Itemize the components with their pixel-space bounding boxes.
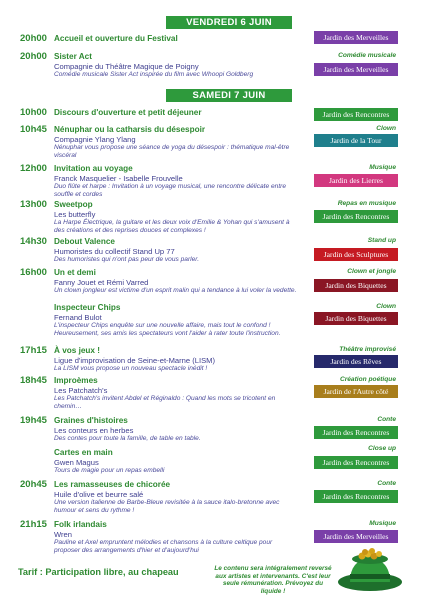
venue-badge: Jardin des Rencontres bbox=[314, 426, 398, 439]
event-time: 10h00 bbox=[20, 107, 47, 118]
event-time: 21h15 bbox=[20, 519, 47, 530]
day-header-friday: VENDREDI 6 JUIN bbox=[166, 16, 292, 29]
event-time: 17h15 bbox=[20, 345, 47, 356]
event-title: Inspecteur Chips bbox=[54, 303, 121, 312]
event-title: Debout Valence bbox=[54, 237, 115, 246]
event-genre: Conte bbox=[377, 480, 396, 487]
venue-badge: Jardin des Merveilles bbox=[314, 31, 398, 44]
event-genre: Clown et jongle bbox=[347, 268, 396, 275]
event-time: 20h00 bbox=[20, 33, 47, 44]
event-genre: Close up bbox=[368, 445, 396, 452]
venue-badge: Jardin des Rencontres bbox=[314, 456, 398, 469]
hat-icon bbox=[336, 548, 404, 598]
event-genre: Stand up bbox=[367, 237, 396, 244]
event-title: Un et demi bbox=[54, 268, 96, 277]
event-description: L'inspecteur Chips enquête sur une nouvelle affaire, mais tout le confond ! Heureusement, ses amis les spectateurs vont l'aider à rater toute l'instruction. bbox=[54, 322, 281, 337]
event-time: 20h00 bbox=[20, 51, 47, 62]
event-performer: Les Patchatch's bbox=[54, 386, 108, 395]
venue-badge: Jardin de l'Autre côté bbox=[314, 385, 398, 398]
event-performer: Wren bbox=[54, 530, 73, 539]
event-title: Les ramasseuses de chicorée bbox=[54, 480, 171, 489]
event-description: Tours de magie pour un repas embelli bbox=[54, 467, 165, 474]
event-description: Pauline et Axel empruntent mélodies et chansons à la culture celtique pour proposer des arrangements d'hier et d'aujourd'hui bbox=[54, 539, 273, 554]
event-performer: Humoristes du collectif Stand Up 77 bbox=[54, 247, 175, 256]
venue-badge: Jardin des Biquettes bbox=[314, 312, 398, 325]
event-title: Cartes en main bbox=[54, 448, 113, 457]
event-performer: Compagnie du Théâtre Magique de Poigny bbox=[54, 62, 199, 71]
event-performer: Franck Masquelier - Isabelle Frouvelle bbox=[54, 174, 183, 183]
venue-badge: Jardin de la Tour bbox=[314, 134, 398, 147]
event-title: À vos jeux ! bbox=[54, 346, 100, 355]
event-title: Graines d'histoires bbox=[54, 416, 128, 425]
event-title: Improèmes bbox=[54, 376, 98, 385]
event-performer: Les butterfly bbox=[54, 210, 96, 219]
event-title: Folk irlandais bbox=[54, 520, 107, 529]
event-time: 16h00 bbox=[20, 267, 47, 278]
event-description: Un clown jongleur est victime d'un esprit malin qui a tendance à lui voler la vedette. bbox=[54, 287, 297, 294]
event-time: 19h45 bbox=[20, 415, 47, 426]
event-description: Des humoristes qui n'ont pas peur de vous parler. bbox=[54, 256, 200, 263]
event-genre: Comédie musicale bbox=[338, 52, 396, 59]
event-performer: Fernand Bulot bbox=[54, 313, 102, 322]
event-title: Sweetpop bbox=[54, 200, 93, 209]
venue-badge: Jardin des Rencontres bbox=[314, 108, 398, 121]
event-description: La Harpe Électrique, la guitare et les deux voix d'Emilie & Yohan qui s'amusent à des créations et des reprises douces et complexes ! bbox=[54, 219, 290, 234]
event-genre: Conte bbox=[377, 416, 396, 423]
event-time: 12h00 bbox=[20, 163, 47, 174]
event-description: Duo flûte et harpe : Invitation à un voyage musical, une rencontre délicate entre souffle et cordes bbox=[54, 183, 287, 198]
event-performer: Huile d'olive et beurre salé bbox=[54, 490, 144, 499]
event-time: 14h30 bbox=[20, 236, 47, 247]
event-genre: Musique bbox=[369, 520, 396, 527]
venue-badge: Jardin des Merveilles bbox=[314, 63, 398, 76]
venue-badge: Jardin des Rencontres bbox=[314, 210, 398, 223]
event-time: 20h45 bbox=[20, 479, 47, 490]
venue-badge: Jardin des Rêves bbox=[314, 355, 398, 368]
event-genre: Repas en musique bbox=[337, 200, 396, 207]
day-header-saturday: SAMEDI 7 JUIN bbox=[166, 89, 292, 102]
event-time: 10h45 bbox=[20, 124, 47, 135]
event-genre: Clown bbox=[376, 303, 396, 310]
event-performer: Gwen Magus bbox=[54, 458, 99, 467]
venue-badge: Jardin des Rencontres bbox=[314, 490, 398, 503]
event-title: Sister Act bbox=[54, 52, 92, 61]
event-genre: Musique bbox=[369, 164, 396, 171]
event-description: Nénuphar vous propose une séance de yoga du désespoir : thématique mal-être viscéral bbox=[54, 144, 290, 159]
event-time: 13h00 bbox=[20, 199, 47, 210]
venue-badge: Jardin des Sculptures bbox=[314, 248, 398, 261]
venue-badge: Jardin des Lierres bbox=[314, 174, 398, 187]
event-description: Des contes pour toute la famille, de table en table. bbox=[54, 435, 201, 442]
event-performer: Les conteurs en herbes bbox=[54, 426, 134, 435]
event-description: Les Patchatch's invitent Abdel et Réginaldo : Quand les mots se tricotent en chemin… bbox=[54, 395, 276, 410]
event-description: La LISM vous propose un nouveau spectacle inédit ! bbox=[54, 365, 208, 372]
event-title: Accueil et ouverture du Festival bbox=[54, 34, 178, 43]
event-description: Comédie musicale Sister Act inspirée du film avec Whoopi Goldberg bbox=[54, 71, 254, 78]
footer-tarif: Tarif : Participation libre, au chapeau bbox=[18, 567, 179, 577]
event-genre: Théâtre improvisé bbox=[339, 346, 396, 353]
footer-note: Le contenu sera intégralement reversé aux artistes et intervenants. C'est leur seule rémunération. Prévoyez du liquide ! bbox=[214, 565, 332, 595]
venue-badge: Jardin des Biquettes bbox=[314, 279, 398, 292]
event-performer: Compagnie Ylang Ylang bbox=[54, 135, 136, 144]
event-title: Invitation au voyage bbox=[54, 164, 133, 173]
event-performer: Ligue d'improvisation de Seine-et-Marne (LISM) bbox=[54, 356, 215, 365]
event-title: Nénuphar ou la catharsis du désespoir bbox=[54, 125, 206, 134]
event-title: Discours d'ouverture et petit déjeuner bbox=[54, 108, 202, 117]
event-genre: Clown bbox=[376, 125, 396, 132]
event-performer: Fanny Jouet et Rémi Varred bbox=[54, 278, 149, 287]
venue-badge: Jardin des Merveilles bbox=[314, 530, 398, 543]
event-genre: Création poétique bbox=[339, 376, 396, 383]
event-description: Une version italienne de Barbe-Bleue revisitée à la sauce italo-bretonne avec humour et sens du rythme ! bbox=[54, 499, 280, 514]
event-time: 18h45 bbox=[20, 375, 47, 386]
